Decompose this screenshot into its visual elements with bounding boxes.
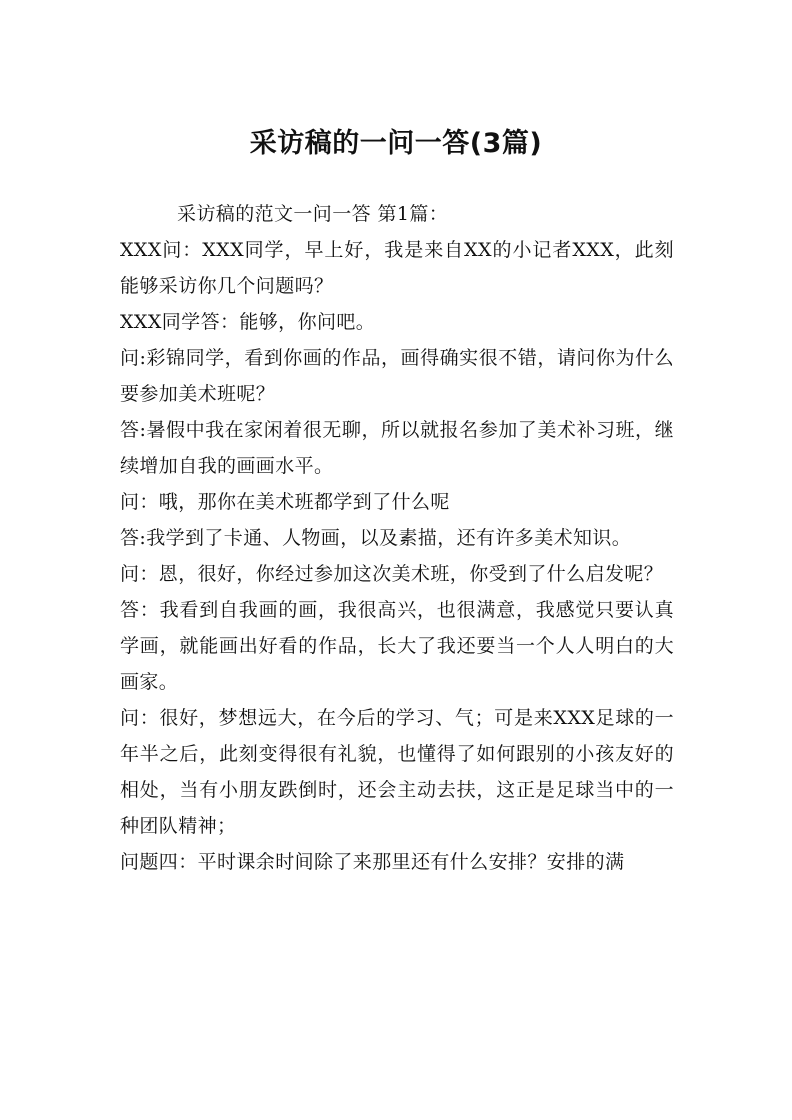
paragraph-answer-3: 答:我学到了卡通、人物画，以及素描，还有许多美术知识。 — [120, 527, 632, 549]
paragraph-question-4: 问：恩，很好，你经过参加这次美术班，你受到了什么启发呢？ — [120, 563, 664, 585]
intro-paragraph: 采访稿的范文一问一答 第1篇： — [177, 203, 449, 225]
paragraph-answer-1: XXX同学答：能够，你问吧。 — [120, 311, 376, 333]
paragraph-question-1: XXX问：XXX同学，早上好，我是来自XX的小记者XXX，此刻能够采访你几个问题吗？ — [120, 239, 674, 297]
paragraph-question-2: 问:彩锦同学，看到你画的作品，画得确实很不错，请问你为什么要参加美术班呢？ — [120, 347, 674, 405]
paragraph-answer-4: 答：我看到自我画的画，我很高兴，也很满意，我感觉只要认真学画，就能画出好看的作品，长大了我还要当一个人人明白的大画家。 — [120, 599, 674, 693]
paragraph-question-6: 问题四：平时课余时间除了来那里还有什么安排？安排的满 — [120, 851, 625, 873]
document-body — [120, 196, 674, 880]
paragraph-answer-2: 答:暑假中我在家闲着很无聊，所以就报名参加了美术补习班，继续增加自我的画画水平。 — [120, 419, 674, 477]
paragraph-question-5: 问：很好，梦想远大，在今后的学习、气；可是来XXX足球的一年半之后，此刻变得很有礼貌，也懂得了如何跟别的小孩友好的相处，当有小朋友跌倒时，还会主动去扶，这正是足球当中的一种团队精神； — [120, 707, 674, 837]
paragraph-question-3: 问：哦，那你在美术班都学到了什么呢 — [120, 491, 450, 513]
document-title: 采访稿的一问一答(3篇) — [249, 128, 543, 159]
